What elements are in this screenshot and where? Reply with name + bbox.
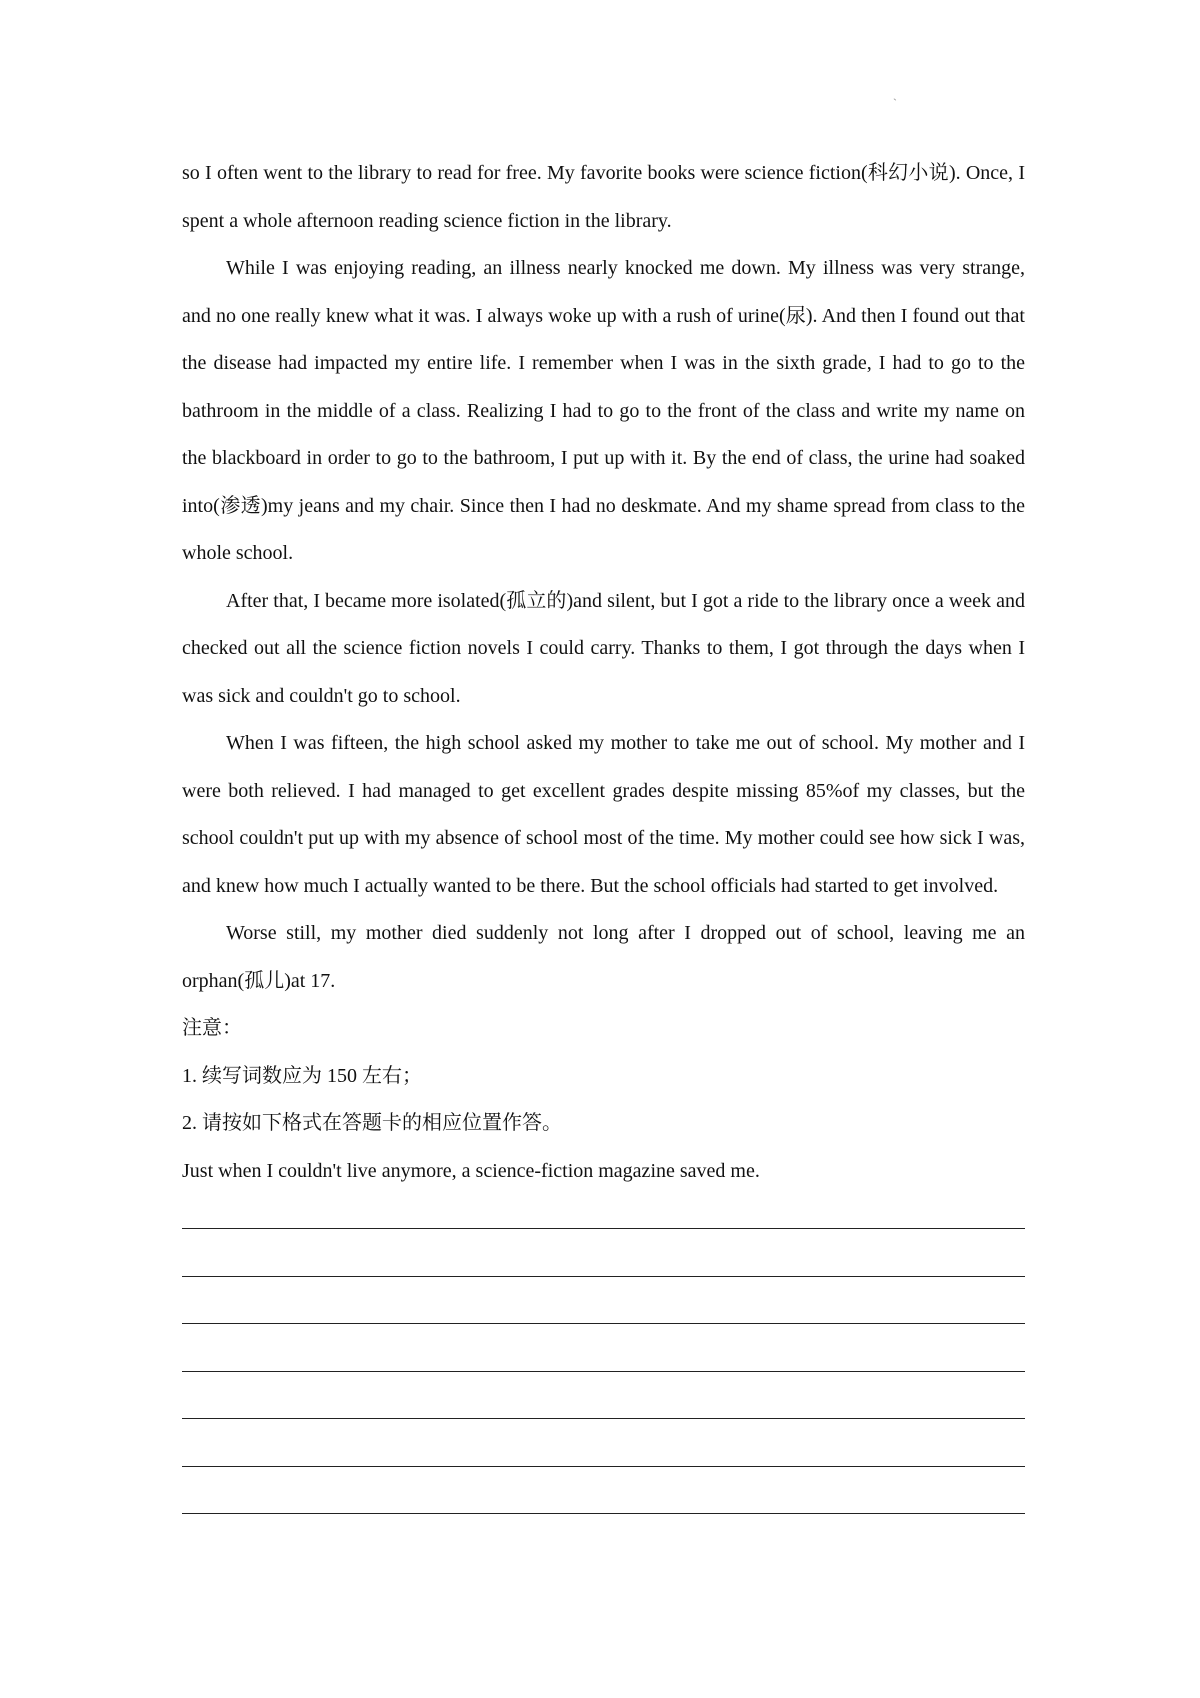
paragraph: Worse still, my mother died suddenly not long after I dropped out of school, leaving me an orphan(孤儿)at 17. <box>182 922 1025 992</box>
document-content <box>182 150 1025 1528</box>
paragraph: When I was fifteen, the high school asked my mother to take me out of school. My mother and I were both relieved. I had managed to get excellent grades despite missing 85%of my classes, but the school couldn't put up with my absence of school most of the time. My mother could see how sick I was, and knew how much I actually wanted to be there. But the school officials had started to get involved. <box>182 732 1025 897</box>
paragraph: After that, I became more isolated(孤立的)and silent, but I got a ride to the library once a week and checked out all the science fiction novels I could carry. Thanks to them, I got through the days when I was sick and couldn't go to school. <box>182 589 1025 707</box>
answer-line[interactable] <box>182 1433 1025 1481</box>
corner-mark: ` <box>893 96 897 110</box>
answer-line[interactable] <box>182 1338 1025 1386</box>
answer-line[interactable] <box>182 1243 1025 1291</box>
answer-line-rule <box>182 1418 1025 1419</box>
answer-lines <box>182 1195 1025 1528</box>
answer-line[interactable] <box>182 1385 1025 1433</box>
note-item-2: 2. 请按如下格式在答题卡的相应位置作答。 <box>182 1112 562 1134</box>
answer-line-rule <box>182 1466 1025 1467</box>
notes-heading: 注意： <box>182 1017 242 1039</box>
answer-line-rule <box>182 1228 1025 1229</box>
notes-section <box>182 1005 1025 1148</box>
answer-line[interactable] <box>182 1480 1025 1528</box>
answer-line[interactable] <box>182 1195 1025 1243</box>
answer-line-rule <box>182 1276 1025 1277</box>
answer-line[interactable] <box>182 1290 1025 1338</box>
answer-line-rule <box>182 1323 1025 1324</box>
answer-line-rule <box>182 1371 1025 1372</box>
answer-line-rule <box>182 1513 1025 1514</box>
paragraph: While I was enjoying reading, an illness nearly knocked me down. My illness was very strange, and no one really knew what it was. I always woke up with a rush of urine(尿). And then I found out that the disease had impacted my entire life. I remember when I was in the sixth grade, I had to go to the bathroom in the middle of a class. Realizing I had to go to the front of the class and write my name on the blackboard in order to go to the bathroom, I put up with it. By the end of class, the urine had soaked into(渗透)my jeans and my chair. Since then I had no deskmate. And my shame spread from class to the whole school. <box>182 257 1025 564</box>
note-item-1: 1. 续写词数应为 150 左右； <box>182 1064 422 1087</box>
passage <box>182 150 1025 1005</box>
prompt-sentence: Just when I couldn't live anymore, a science-fiction magazine saved me. <box>182 1159 760 1182</box>
paragraph: so I often went to the library to read for free. My favorite books were science fiction(科幻小说). Once, I spent a whole afternoon reading science fiction in the library. <box>182 162 1025 232</box>
